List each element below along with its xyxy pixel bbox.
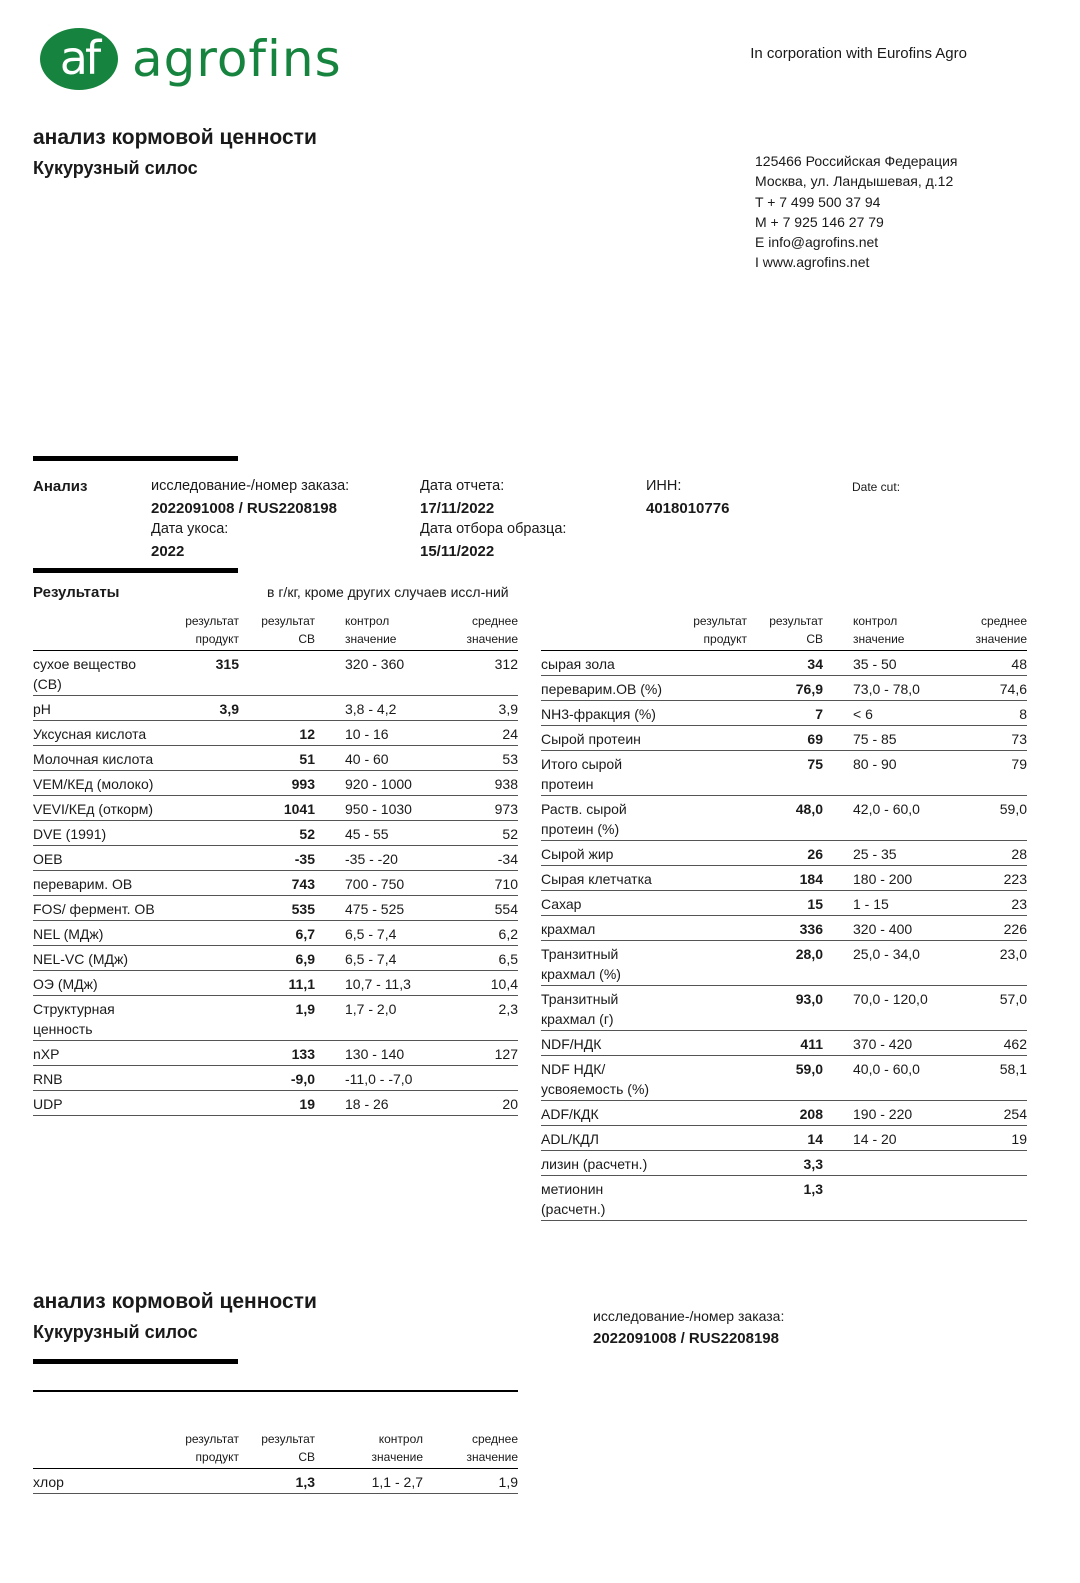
control-value: 25 - 35 xyxy=(823,841,931,866)
page-subtitle: Кукурузный силос xyxy=(33,158,198,178)
col-control-header: контрол значение xyxy=(315,1430,423,1469)
inn-label: ИНН: xyxy=(646,478,682,494)
control-value: 40,0 - 60,0 xyxy=(823,1056,931,1101)
dm-value: 993 xyxy=(239,771,315,796)
average-value: 1,9 xyxy=(423,1469,518,1494)
product-value xyxy=(169,846,239,871)
row-name: DVE (1991) xyxy=(33,821,169,846)
control-value: 190 - 220 xyxy=(823,1101,931,1126)
row-name: лизин (расчетн.) xyxy=(541,1151,677,1176)
col-product-header: результат продукт xyxy=(169,1430,239,1469)
product-value xyxy=(677,796,747,841)
average-value: 462 xyxy=(931,1031,1027,1056)
row-name: NDF/НДК xyxy=(541,1031,677,1056)
table-row xyxy=(33,821,518,846)
table-row xyxy=(541,1176,1027,1221)
average-value: -34 xyxy=(423,846,518,871)
table-header-row xyxy=(33,1430,518,1469)
average-value: 127 xyxy=(423,1041,518,1066)
product-value xyxy=(169,946,239,971)
control-value: 73,0 - 78,0 xyxy=(823,676,931,701)
average-value xyxy=(931,1151,1027,1176)
average-value: 23,0 xyxy=(931,941,1027,986)
table-row xyxy=(541,841,1027,866)
product-value xyxy=(677,1031,747,1056)
control-value: 180 - 200 xyxy=(823,866,931,891)
dm-value: 14 xyxy=(747,1126,823,1151)
row-name: NDF НДК/усвояемость (%) xyxy=(541,1056,677,1101)
product-value: 315 xyxy=(169,651,239,696)
dm-value: 1,3 xyxy=(239,1469,315,1494)
logo-text: agrofins xyxy=(132,30,342,88)
product-value xyxy=(169,871,239,896)
average-value: 223 xyxy=(931,866,1027,891)
corporation-note: In corporation with Eurofins Agro xyxy=(750,45,967,62)
dm-value: 76,9 xyxy=(747,676,823,701)
row-name: крахмал xyxy=(541,916,677,941)
website-line: I www.agrofins.net xyxy=(755,254,870,271)
average-value: 254 xyxy=(931,1101,1027,1126)
row-name: pH xyxy=(33,696,169,721)
dm-value: 7 xyxy=(747,701,823,726)
control-value: 1,1 - 2,7 xyxy=(315,1469,423,1494)
product-value xyxy=(169,721,239,746)
control-value: 370 - 420 xyxy=(823,1031,931,1056)
col-avg-header: среднее значение xyxy=(931,612,1027,651)
page2-order-label: исследование-/номер заказа: xyxy=(593,1308,785,1324)
product-value xyxy=(169,771,239,796)
col-dm-header: результат СВ xyxy=(239,612,315,651)
row-name: NH3-фракция (%) xyxy=(541,701,677,726)
company-address xyxy=(755,151,958,273)
average-value: 554 xyxy=(423,896,518,921)
table-row xyxy=(541,1101,1027,1126)
row-name: Итого сырой протеин xyxy=(541,751,677,796)
product-value xyxy=(169,1041,239,1066)
page2-subtitle: Кукурузный силос xyxy=(33,1322,198,1342)
control-value: 80 - 90 xyxy=(823,751,931,796)
row-name: Транзитный крахмал (г) xyxy=(541,986,677,1031)
row-name: NEL (МДж) xyxy=(33,921,169,946)
page2-order-value: 2022091008 / RUS2208198 xyxy=(593,1330,779,1347)
row-name: метионин (расчетн.) xyxy=(541,1176,677,1221)
average-value: 6,5 xyxy=(423,946,518,971)
col-control-header: контрол значение xyxy=(823,612,931,651)
row-name: Сырой жир xyxy=(541,841,677,866)
control-value: 10,7 - 11,3 xyxy=(315,971,423,996)
product-value xyxy=(677,841,747,866)
control-value: 320 - 400 xyxy=(823,916,931,941)
dm-value: 59,0 xyxy=(747,1056,823,1101)
dm-value: 26 xyxy=(747,841,823,866)
product-value xyxy=(677,726,747,751)
table-row xyxy=(33,771,518,796)
average-value: 8 xyxy=(931,701,1027,726)
average-value: 58,1 xyxy=(931,1056,1027,1101)
table-row xyxy=(33,1469,518,1494)
average-value: 3,9 xyxy=(423,696,518,721)
row-name: UDP xyxy=(33,1091,169,1116)
table-row xyxy=(33,996,518,1041)
average-value: 226 xyxy=(931,916,1027,941)
row-name: VEVI/КЕд (откорм) xyxy=(33,796,169,821)
control-value: 25,0 - 34,0 xyxy=(823,941,931,986)
product-value xyxy=(677,651,747,676)
cut-date-label: Дата укоса: xyxy=(151,521,229,537)
average-value: 53 xyxy=(423,746,518,771)
table-row xyxy=(541,891,1027,916)
control-value: 75 - 85 xyxy=(823,726,931,751)
average-value: 73 xyxy=(931,726,1027,751)
row-name: хлор xyxy=(33,1469,169,1494)
table-row xyxy=(541,796,1027,841)
row-name: Сырой протеин xyxy=(541,726,677,751)
dm-value: 93,0 xyxy=(747,986,823,1031)
dm-value xyxy=(239,651,315,696)
product-value xyxy=(677,866,747,891)
table-row xyxy=(33,921,518,946)
control-value: < 6 xyxy=(823,701,931,726)
product-value xyxy=(169,921,239,946)
report-date-label: Дата отчета: xyxy=(420,478,505,494)
row-name: сухое вещество (СВ) xyxy=(33,651,169,696)
average-value: 52 xyxy=(423,821,518,846)
table-header-row xyxy=(541,612,1027,651)
table-row xyxy=(541,1126,1027,1151)
dm-value: 1041 xyxy=(239,796,315,821)
table-row xyxy=(33,896,518,921)
row-name: сырая зола xyxy=(541,651,677,676)
row-name: nXP xyxy=(33,1041,169,1066)
control-value: 475 - 525 xyxy=(315,896,423,921)
average-value: 79 xyxy=(931,751,1027,796)
row-name: Уксусная кислота xyxy=(33,721,169,746)
control-value: 35 - 50 xyxy=(823,651,931,676)
row-name: ADL/КДЛ xyxy=(541,1126,677,1151)
dm-value: -35 xyxy=(239,846,315,871)
dm-value: 12 xyxy=(239,721,315,746)
average-value: 74,6 xyxy=(931,676,1027,701)
dm-value xyxy=(239,696,315,721)
logo-mark: af xyxy=(40,28,118,90)
table-row xyxy=(33,651,518,696)
dm-value: 52 xyxy=(239,821,315,846)
dm-value: 69 xyxy=(747,726,823,751)
product-value: 3,9 xyxy=(169,696,239,721)
product-value xyxy=(677,891,747,916)
control-value: 6,5 - 7,4 xyxy=(315,946,423,971)
table-row xyxy=(541,651,1027,676)
row-name: переварим. ОВ xyxy=(33,871,169,896)
control-value: -35 - -20 xyxy=(315,846,423,871)
control-value: 70,0 - 120,0 xyxy=(823,986,931,1031)
product-value xyxy=(677,1056,747,1101)
control-value: 920 - 1000 xyxy=(315,771,423,796)
control-value: 130 - 140 xyxy=(315,1041,423,1066)
control-value xyxy=(823,1176,931,1221)
control-value: -11,0 - -7,0 xyxy=(315,1066,423,1091)
phone-line: T + 7 499 500 37 94 xyxy=(755,193,881,210)
average-value: 2,3 xyxy=(423,996,518,1041)
row-name: RNB xyxy=(33,1066,169,1091)
row-name: Структурная ценность xyxy=(33,996,169,1041)
table-row xyxy=(33,871,518,896)
dm-value: 208 xyxy=(747,1101,823,1126)
address-line: 125466 Российская Федерация xyxy=(755,153,958,169)
average-value: 24 xyxy=(423,721,518,746)
row-name: Раств. сырой протеин (%) xyxy=(541,796,677,841)
page2-title: анализ кормовой ценности xyxy=(33,1290,317,1313)
product-value xyxy=(169,796,239,821)
row-name: Сахар xyxy=(541,891,677,916)
address-line: Москва, ул. Ландышевая, д.12 xyxy=(755,173,954,190)
row-name: VEM/КЕд (молоко) xyxy=(33,771,169,796)
average-value: 710 xyxy=(423,871,518,896)
dm-value: 51 xyxy=(239,746,315,771)
average-value: 59,0 xyxy=(931,796,1027,841)
dm-value: 34 xyxy=(747,651,823,676)
table-row xyxy=(33,696,518,721)
col-product-header: результат продукт xyxy=(677,612,747,651)
row-name: переварим.ОВ (%) xyxy=(541,676,677,701)
dm-value: 743 xyxy=(239,871,315,896)
dm-value: 336 xyxy=(747,916,823,941)
average-value: 973 xyxy=(423,796,518,821)
product-value xyxy=(677,1126,747,1151)
dm-value: 535 xyxy=(239,896,315,921)
section-divider xyxy=(33,1359,238,1364)
dm-value: 6,9 xyxy=(239,946,315,971)
average-value: 312 xyxy=(423,651,518,696)
table-row xyxy=(541,916,1027,941)
product-value xyxy=(677,701,747,726)
table-row xyxy=(541,701,1027,726)
average-value xyxy=(931,1176,1027,1221)
divider-line xyxy=(33,1390,518,1392)
average-value: 10,4 xyxy=(423,971,518,996)
mobile-line: M + 7 925 146 27 79 xyxy=(755,213,884,230)
col-control-header: контрол значение xyxy=(315,612,423,651)
table-row xyxy=(33,1091,518,1116)
table-row xyxy=(541,1151,1027,1176)
table-row xyxy=(541,751,1027,796)
control-value: 42,0 - 60,0 xyxy=(823,796,931,841)
product-value xyxy=(677,1151,747,1176)
table-row xyxy=(33,721,518,746)
product-value xyxy=(677,1101,747,1126)
table-row xyxy=(33,971,518,996)
dm-value: 411 xyxy=(747,1031,823,1056)
section-divider xyxy=(33,456,238,461)
average-value: 23 xyxy=(931,891,1027,916)
row-name: Молочная кислота xyxy=(33,746,169,771)
product-value xyxy=(677,1176,747,1221)
table-row xyxy=(33,746,518,771)
results-table-page2 xyxy=(33,1430,518,1494)
average-value: 57,0 xyxy=(931,986,1027,1031)
product-value xyxy=(169,971,239,996)
dm-value: 28,0 xyxy=(747,941,823,986)
analysis-label: Анализ xyxy=(33,478,88,495)
dm-value: 184 xyxy=(747,866,823,891)
sample-date-value: 15/11/2022 xyxy=(420,543,495,560)
average-value: 48 xyxy=(931,651,1027,676)
agrofins-logo xyxy=(40,28,342,90)
product-value xyxy=(169,1469,239,1494)
product-value xyxy=(169,821,239,846)
dm-value: 1,9 xyxy=(239,996,315,1041)
dm-value: -9,0 xyxy=(239,1066,315,1091)
results-label: Результаты xyxy=(33,584,120,601)
results-table-left xyxy=(33,612,518,1116)
average-value: 19 xyxy=(931,1126,1027,1151)
product-value xyxy=(677,676,747,701)
average-value: 6,2 xyxy=(423,921,518,946)
product-value xyxy=(677,941,747,986)
table-row xyxy=(33,946,518,971)
control-value: 320 - 360 xyxy=(315,651,423,696)
control-value: 3,8 - 4,2 xyxy=(315,696,423,721)
control-value: 700 - 750 xyxy=(315,871,423,896)
row-name: OEB xyxy=(33,846,169,871)
dm-value: 1,3 xyxy=(747,1176,823,1221)
average-value: 20 xyxy=(423,1091,518,1116)
section-divider xyxy=(33,568,238,573)
row-name: NEL-VC (МДж) xyxy=(33,946,169,971)
col-avg-header: среднее значение xyxy=(423,1430,518,1469)
table-row xyxy=(541,986,1027,1031)
average-value xyxy=(423,1066,518,1091)
product-value xyxy=(677,751,747,796)
table-row xyxy=(33,1066,518,1091)
table-row xyxy=(33,1041,518,1066)
row-name: ОЭ (МДж) xyxy=(33,971,169,996)
sample-date-label: Дата отбора образца: xyxy=(420,521,567,537)
row-name: Сырая клетчатка xyxy=(541,866,677,891)
product-value xyxy=(677,916,747,941)
table-row xyxy=(33,796,518,821)
dm-value: 11,1 xyxy=(239,971,315,996)
product-value xyxy=(169,996,239,1041)
col-dm-header: результат СВ xyxy=(747,612,823,651)
table-row xyxy=(541,676,1027,701)
table-row xyxy=(33,846,518,871)
inn-value: 4018010776 xyxy=(646,500,730,517)
dm-value: 133 xyxy=(239,1041,315,1066)
dm-value: 3,3 xyxy=(747,1151,823,1176)
control-value xyxy=(823,1151,931,1176)
dm-value: 6,7 xyxy=(239,921,315,946)
average-value: 28 xyxy=(931,841,1027,866)
table-row xyxy=(541,1056,1027,1101)
table-header-row xyxy=(33,612,518,651)
col-avg-header: среднее значение xyxy=(423,612,518,651)
dm-value: 75 xyxy=(747,751,823,796)
table-row xyxy=(541,866,1027,891)
product-value xyxy=(169,746,239,771)
results-table-right xyxy=(541,612,1027,1221)
control-value: 950 - 1030 xyxy=(315,796,423,821)
average-value: 938 xyxy=(423,771,518,796)
control-value: 6,5 - 7,4 xyxy=(315,921,423,946)
date-cut-label: Date cut: xyxy=(852,480,901,494)
control-value: 18 - 26 xyxy=(315,1091,423,1116)
product-value xyxy=(677,986,747,1031)
col-dm-header: результат СВ xyxy=(239,1430,315,1469)
table-row xyxy=(541,941,1027,986)
dm-value: 15 xyxy=(747,891,823,916)
control-value: 1 - 15 xyxy=(823,891,931,916)
order-label: исследование-/номер заказа: xyxy=(151,478,350,494)
order-value: 2022091008 / RUS2208198 xyxy=(151,500,337,517)
row-name: FOS/ фермент. ОВ xyxy=(33,896,169,921)
page-title: анализ кормовой ценности xyxy=(33,126,317,149)
control-value: 40 - 60 xyxy=(315,746,423,771)
cut-date-value: 2022 xyxy=(151,543,185,560)
report-date-value: 17/11/2022 xyxy=(420,500,495,517)
control-value: 14 - 20 xyxy=(823,1126,931,1151)
row-name: Транзитный крахмал (%) xyxy=(541,941,677,986)
dm-value: 19 xyxy=(239,1091,315,1116)
email-line: E info@agrofins.net xyxy=(755,234,879,251)
product-value xyxy=(169,896,239,921)
row-name: ADF/КДК xyxy=(541,1101,677,1126)
table-row xyxy=(541,1031,1027,1056)
table-row xyxy=(541,726,1027,751)
col-product-header: результат продукт xyxy=(169,612,239,651)
control-value: 1,7 - 2,0 xyxy=(315,996,423,1041)
dm-value: 48,0 xyxy=(747,796,823,841)
control-value: 45 - 55 xyxy=(315,821,423,846)
control-value: 10 - 16 xyxy=(315,721,423,746)
product-value xyxy=(169,1066,239,1091)
unit-note: в г/кг, кроме других случаев иссл-ний xyxy=(267,584,509,600)
product-value xyxy=(169,1091,239,1116)
